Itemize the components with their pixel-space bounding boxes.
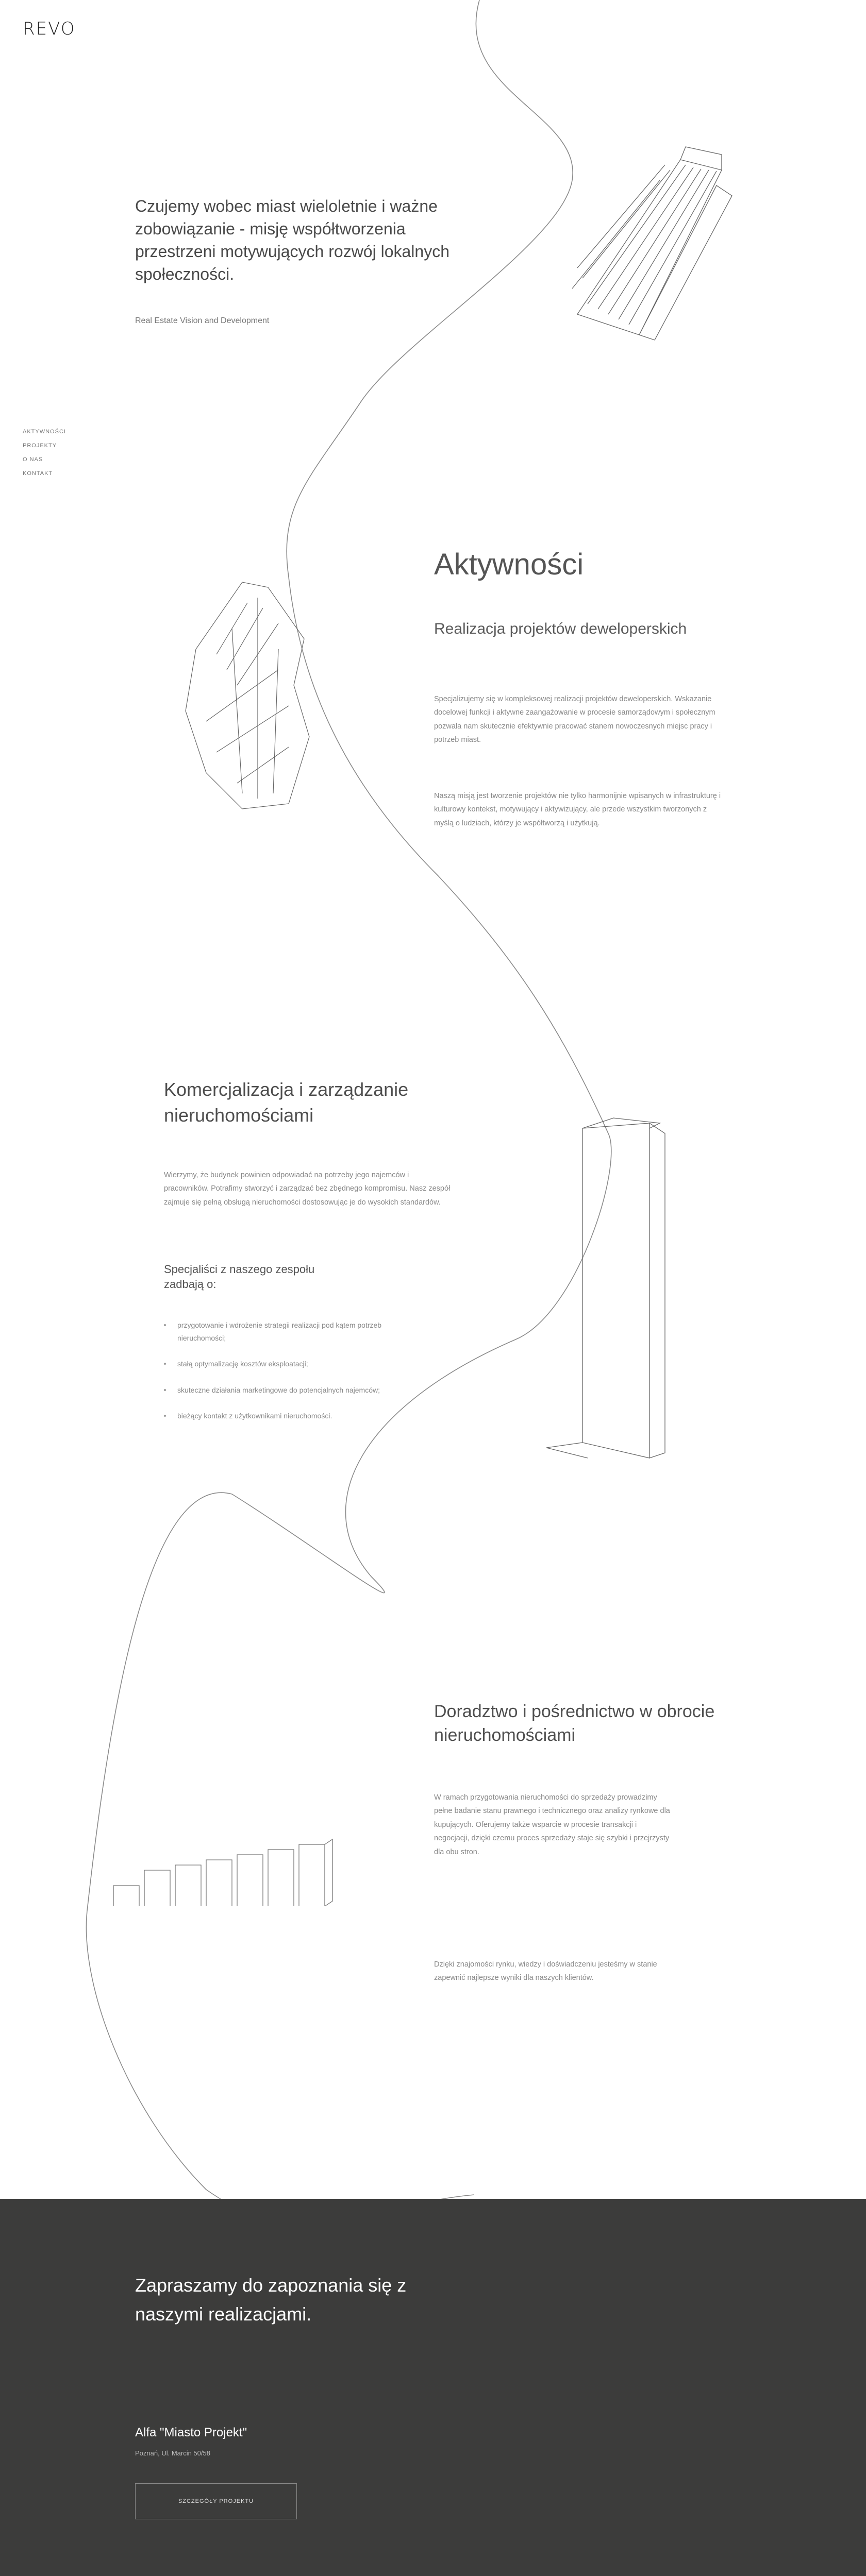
activities-paragraph-1: Specjalizujemy się w kompleksowej realizacji projektów deweloperskich. Wskazanie docelowej funkcji i aktywne zaangażowanie w procesie samorządowym i społecznym pozwala nam skutecznie efektywnie pracować stanem nowoczesnych miejsc pracy i potrzeb miast. bbox=[434, 695, 715, 744]
team-list-item: przygotowanie i wdrożenie strategii realizacji pod kątem potrzeb nieruchomości; bbox=[164, 1319, 396, 1344]
projects-title: Zapraszamy do zapoznania się z naszymi realizacjami. bbox=[135, 2275, 407, 2325]
commercial-heading: Komercjalizacja i zarządzanie nieruchomościami bbox=[164, 1079, 409, 1126]
activities-subheading: Realizacja projektów deweloperskich bbox=[434, 620, 687, 637]
team-list-item: bieżący kontakt z użytkownikami nieruchomości. bbox=[164, 1410, 396, 1422]
bars-drawing bbox=[113, 1839, 332, 1906]
logo[interactable]: REVO bbox=[23, 19, 76, 39]
team-list-item: stałą optymalizację kosztów eksploatacji; bbox=[164, 1358, 396, 1370]
side-nav bbox=[23, 429, 66, 484]
advisory-paragraph-2: Dzięki znajomości rynku, wiedzy i doświadczeniu jesteśmy w stanie zapewnić najlepsze wyniki dla naszych klientów. bbox=[434, 1960, 657, 1982]
city-map-drawing bbox=[186, 582, 309, 809]
team-list bbox=[164, 1319, 396, 1436]
commercial-paragraph: Wierzymy, że budynek powinien odpowiadać na potrzeby jego najemców i pracowników. Potrafimy stworzyć i zarządzać bez zbędnego kompromisu. Nasz zespół zajmuje się pełną obsługą nieruchomości dostosowując je do wysokich standardów. bbox=[164, 1171, 451, 1207]
advisory-heading: Doradztwo i pośrednictwo w obrocie nieruchomościami bbox=[434, 1702, 715, 1745]
project-details-button-1[interactable]: SZCZEGÓŁY PROJEKTU bbox=[135, 2483, 297, 2519]
nav-item-projects[interactable]: PROJEKTY bbox=[23, 443, 57, 449]
project-name-1: Alfa "Miasto Projekt" bbox=[135, 2426, 247, 2439]
projects-section bbox=[0, 2199, 866, 2576]
hero-building-drawing bbox=[572, 147, 732, 340]
team-heading: Specjaliści z naszego zespołu zadbają o: bbox=[164, 1263, 315, 1291]
advisory-paragraph-1: W ramach przygotowania nieruchomości do sprzedaży prowadzimy pełne badanie stanu prawnego i technicznego oraz analizy rynkowe dla kupujących. Oferujemy także wsparcie w procesie transakcji i negocjacji, dzięki czemu proces sprzedaży staje się szybki i przejrzysty dla obu stron. bbox=[434, 1793, 670, 1856]
hero-title: Czujemy wobec miast wieloletnie i ważne zobowiązanie - misję współtworzenia przestrzeni motywujących rozwój lokalnych społeczności. bbox=[135, 197, 449, 284]
nav-item-about[interactable]: O NAS bbox=[23, 456, 43, 463]
activities-heading: Aktywności bbox=[434, 548, 584, 581]
nav-item-activities[interactable]: AKTYWNOŚCI bbox=[23, 429, 66, 435]
team-list-item: skuteczne działania marketingowe do potencjalnych najemców; bbox=[164, 1384, 396, 1397]
activities-paragraph-2: Naszą misją jest tworzenie projektów nie tylko harmonijnie wpisanych w infrastrukturę i kulturowy kontekst, motywujący i aktywizujący, ale przede wszystkim tworzonych z myślą o ludziach, którzy je współtworzą i użytkują. bbox=[434, 792, 721, 827]
project-location-1: Poznań, Ul. Marcin 50/58 bbox=[135, 2449, 210, 2457]
nav-item-contact[interactable]: KONTAKT bbox=[23, 470, 53, 477]
door-drawing bbox=[546, 1118, 665, 1458]
hero-subtitle: Real Estate Vision and Development bbox=[135, 316, 270, 325]
